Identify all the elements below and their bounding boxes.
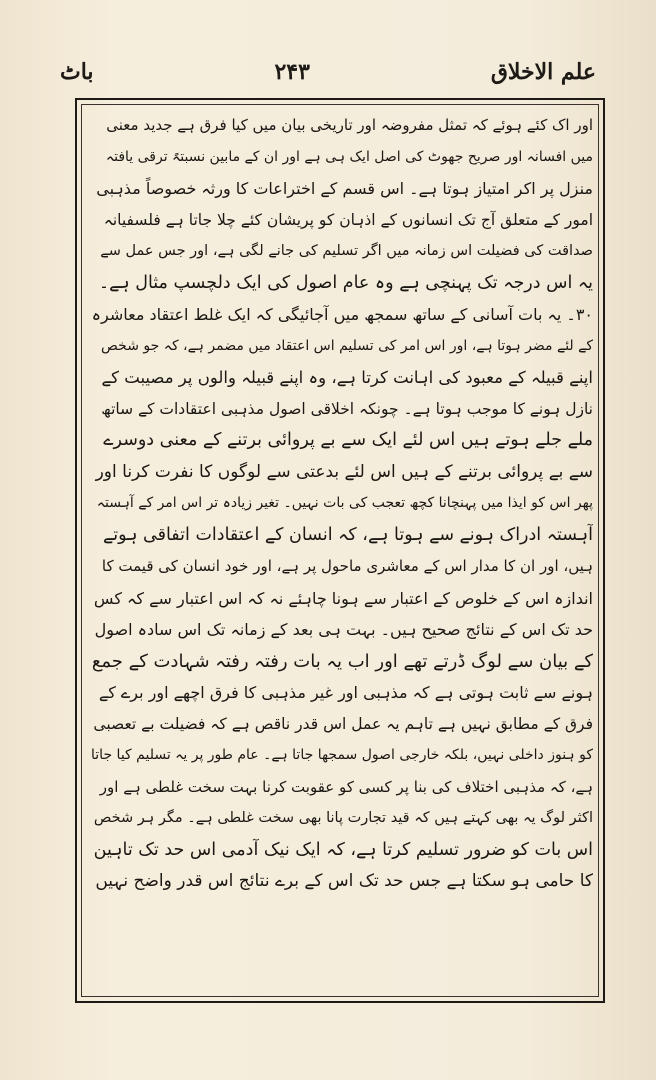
- text-line: امور کے متعلق آج تک انسانوں کے اذہان کو پریشان کئے چلا جاتا ہے فلسفیانہ: [103, 210, 593, 229]
- text-line: ہے، کہ مذہبی اختلاف کی بنا پر کسی کو عقوبت کرنا بہت سخت غلطی ہے اور: [99, 777, 593, 796]
- text-line: سے بے پروائی برتنے کے ہیں اس لئے بدعتی سے لوگوں کا نفرت کرنا اور: [95, 461, 593, 482]
- text-line: کا حامی ہو سکتا ہے جس حد تک اس کے برے نتائج اس قدر واضح نہیں: [95, 871, 593, 891]
- book-title: علم الاخلاق: [490, 59, 596, 85]
- page-header: [60, 52, 596, 92]
- chapter-marker: باٹ: [60, 59, 94, 85]
- text-frame: [75, 98, 605, 1003]
- text-line: کے لئے مضر ہوتا ہے، اور اس امر کی تسلیم اس اعتقاد میں مضمر ہے، کہ جو شخص: [101, 337, 593, 354]
- text-line: کو ہنوز داخلی نہیں، بلکہ خارجی اصول سمجھا جاتا ہے۔ عام طور پر یہ تسلیم کیا جاتا: [91, 747, 593, 763]
- text-line: یہ اس درجہ تک پہنچی ہے وہ عام اصول کی ایک دلچسپ مثال ہے۔: [98, 272, 593, 293]
- text-line: اور اک کئے ہوئے کہ تمثل مفروضہ اور تاریخی بیان میں کیا فرق ہے جدید معنی: [106, 116, 593, 134]
- text-line: صداقت کی فضیلت اس زمانہ میں اگر تسلیم کی جانے لگی ہے، اور جس عمل سے: [100, 243, 593, 259]
- text-line: ہیں، اور ان کا مدار اس کے معاشری ماحول پر ہے، اور خود انسان کی قیمت کا: [101, 557, 593, 575]
- text-line: ۳۰۔ یہ بات آسانی کے ساتھ سمجھ میں آجائیگی کہ ایک غلط اعتقاد معاشرہ: [91, 305, 593, 324]
- text-line: میں افسانہ اور صریح جھوٹ کی اصل ایک ہی ہے اور ان کے مابین نسبتہً ترقی یافتہ: [105, 148, 593, 165]
- text-line: ہونے سے ثابت ہوتی ہے کہ مذہبی اور غیر مذہبی کا فرق اچھے اور برے کے: [98, 683, 593, 702]
- text-line: فرق کے مطابق نہیں ہے تاہم یہ عمل اس قدر ناقص ہے کہ فضیلت بے تعصبی: [93, 714, 593, 733]
- text-line: پھر اس کو ایذا میں پہنچانا کچھ تعجب کی بات نہیں۔ تغیر زیادہ تر اس امر کے آہستہ: [96, 495, 593, 511]
- text-line: منزل پر اکر امتیاز ہوتا ہے۔ اس قسم کے اختراعات کا ورثہ خصوصاً مذہبی: [96, 179, 593, 198]
- text-line: ملے جلے ہوتے ہیں اس لئے ایک سے بے پروائی برتنے کے معنی دوسرے: [103, 430, 593, 450]
- text-line: اس بات کو ضرور تسلیم کرتا ہے، کہ ایک نیک آدمی اس حد تک تاہین: [93, 839, 593, 860]
- text-line: کے بیان سے لوگ ڈرتے تھے اور اب یہ بات رفتہ رفتہ شہادت کے جمع: [91, 650, 593, 672]
- text-line: آہستہ ادراک ہونے سے ہوتا ہے، کہ انسان کے اعتقادات اتفاقی ہوتے: [103, 524, 593, 545]
- text-line: حد تک اس کے نتائج صحیح ہیں۔ بہت ہی بعد کے زمانہ تک اس سادہ اصول: [94, 620, 593, 639]
- page-number: ۲۴۳: [274, 59, 310, 85]
- text-line: نازل ہونے کا موجب ہوتا ہے۔ چونکہ اخلاقی اصول مذہبی اعتقادات کے ساتھ: [101, 399, 593, 418]
- text-line: اپنے قبیلہ کے معبود کی اہانت کرتا ہے، وہ اپنے قبیلہ والوں پر مصیبت کے: [101, 368, 593, 387]
- body-text: [91, 110, 593, 991]
- text-line: اکثر لوگ یہ بھی کہتے ہیں کہ قید تجارت پانا بھی سخت غلطی ہے۔ مگر ہر شخص: [93, 810, 593, 826]
- text-line: اندازہ اس کے خلوص کے اعتبار سے ہونا چاہئے نہ کہ اس اعتبار سے کہ کس: [93, 588, 593, 608]
